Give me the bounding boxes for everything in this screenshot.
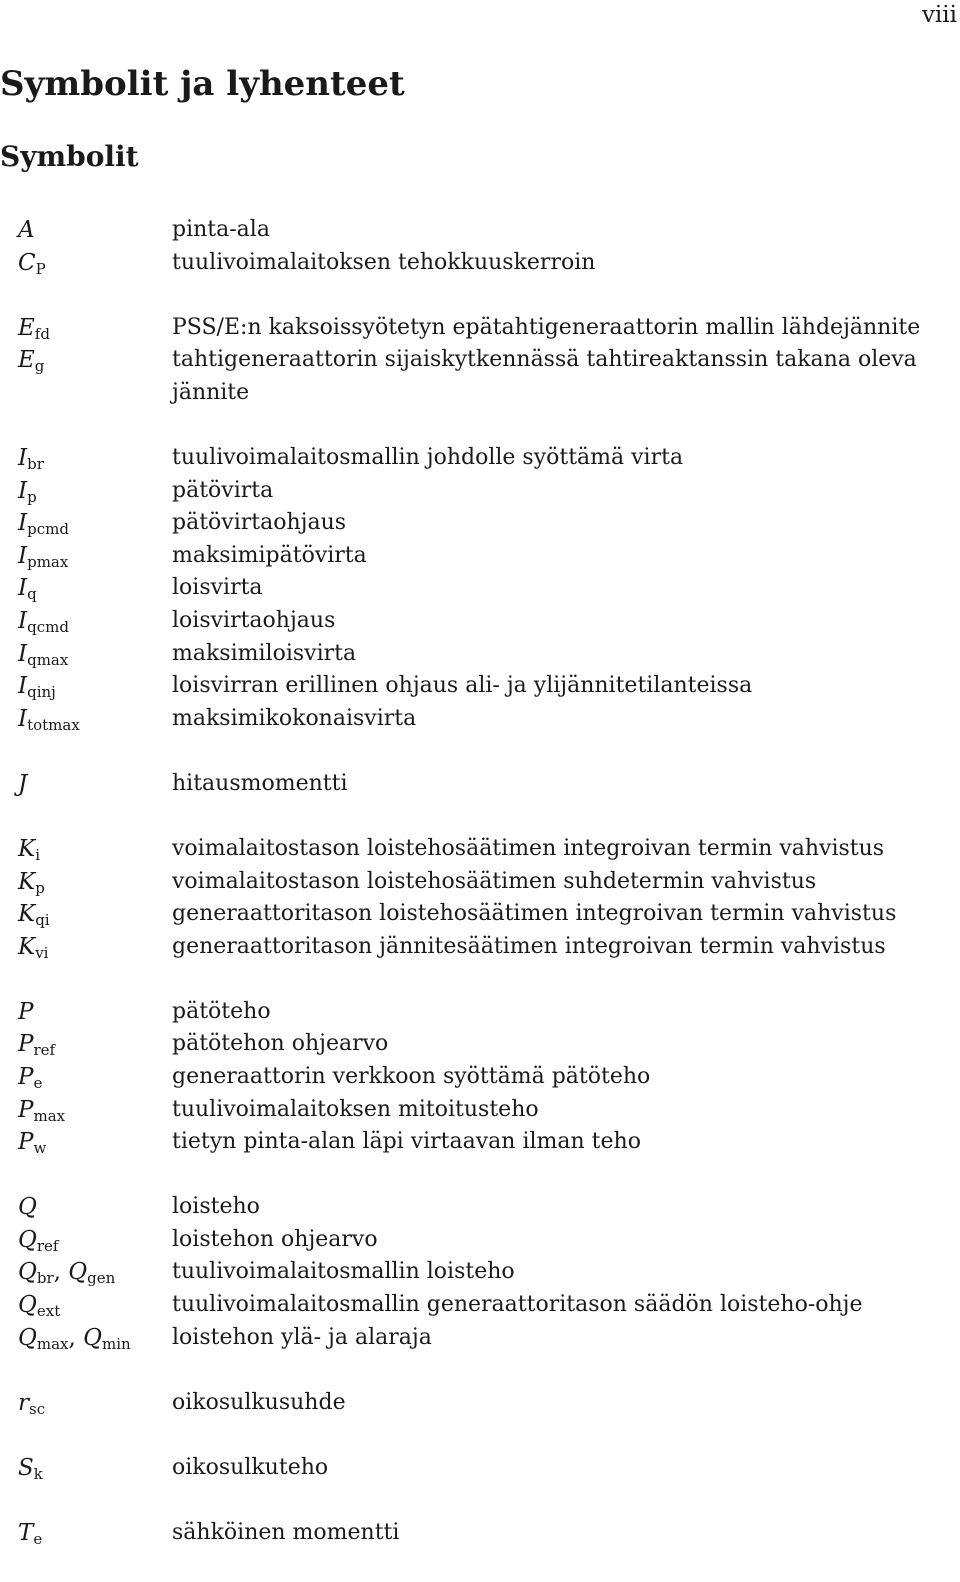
symbol-description: tuulivoimalaitosmallin johdolle syöttämä virta <box>172 444 684 470</box>
page-number: viii <box>921 2 957 28</box>
symbol-subscript: fd <box>34 324 50 343</box>
symbol-subscript: P <box>35 259 46 278</box>
symbol-subscript: max <box>36 1334 69 1353</box>
symbol-name <box>0 833 172 866</box>
symbol-entry <box>0 1387 960 1420</box>
symbol-description: pätövirtaohjaus <box>172 510 347 536</box>
symbol-entry <box>0 312 960 345</box>
symbol-entry <box>0 1289 960 1322</box>
symbol-name: $Q_{max}$, $Q_{min}$ <box>18 1324 131 1353</box>
symbol-description: pinta-ala <box>172 217 270 242</box>
symbol-group <box>0 312 960 410</box>
symbol-name <box>0 638 172 671</box>
symbol-entry <box>0 1517 960 1550</box>
symbol-name <box>0 540 172 573</box>
symbol-subscript: vi <box>35 943 49 962</box>
symbol-name <box>0 1224 172 1257</box>
symbol-base: J <box>18 770 28 797</box>
symbol-name <box>0 1191 172 1224</box>
symbol-name <box>0 931 172 964</box>
symbol-subscript: k <box>33 1464 43 1483</box>
symbol-subscript: p <box>35 878 45 897</box>
symbol-entry <box>0 1256 960 1289</box>
symbol-description: tuulivoimalaitosmallin loisteho <box>172 1259 515 1285</box>
symbol-name <box>0 605 172 638</box>
symbol-subscript: qmax <box>27 650 69 669</box>
symbol-subscript: q <box>27 585 37 604</box>
symbol-name <box>0 1517 172 1550</box>
symbol-group <box>0 1452 960 1485</box>
symbol-subscript: ref <box>36 1236 59 1255</box>
symbol-base: Q <box>18 1324 37 1351</box>
symbol-entry <box>0 703 960 736</box>
symbol-name <box>0 377 172 410</box>
symbol-description: tahtigeneraattorin sijaiskytkennässä tahtireaktanssin takana oleva <box>172 347 917 373</box>
symbol-entry <box>0 605 960 638</box>
symbol-description: tuulivoimalaitosmallin generaattoritason säädön loisteho-ohje <box>172 1292 863 1318</box>
symbol-group <box>0 1191 960 1354</box>
symbol-base: Q <box>83 1324 102 1351</box>
symbol-entry <box>0 214 960 247</box>
symbol-subscript: gen <box>87 1269 116 1288</box>
symbol-name <box>0 1028 172 1061</box>
symbol-description: voimalaitostason loistehosäätimen suhdetermin vahvistus <box>172 868 817 894</box>
symbol-subscript: pmax <box>27 552 69 571</box>
symbol-entry <box>0 898 960 931</box>
symbol-name <box>0 442 172 475</box>
symbol-group <box>0 1387 960 1420</box>
symbol-base: K <box>18 835 36 862</box>
symbol-group <box>0 833 960 963</box>
symbol-entry <box>0 475 960 508</box>
symbol-entry <box>0 1452 960 1485</box>
symbol-description: generaattoritason loistehosäätimen integroivan termin vahvistus <box>172 901 897 927</box>
symbol-name <box>0 214 172 247</box>
symbol-base: I <box>18 444 28 471</box>
symbol-subscript: g <box>34 357 45 376</box>
symbol-name <box>0 1126 172 1159</box>
symbol-name <box>0 996 172 1029</box>
symbol-base: Q <box>68 1259 88 1286</box>
symbol-name <box>0 475 172 508</box>
symbol-name <box>0 247 172 280</box>
section-title: Symbolit <box>0 140 139 173</box>
symbol-description: generaattorin verkkoon syöttämä pätöteho <box>172 1063 651 1089</box>
symbol-description: generaattoritason jännitesäätimen integroivan termin vahvistus <box>172 933 886 959</box>
symbol-base: I <box>18 575 28 602</box>
symbol-subscript: e <box>33 1073 43 1092</box>
symbol-base: I <box>18 673 28 700</box>
symbol-base: Q <box>18 1194 37 1221</box>
symbol-base: r <box>18 1389 29 1416</box>
symbol-description: loistehon ylä- ja alaraja <box>172 1324 432 1350</box>
symbol-entry <box>0 1094 960 1127</box>
symbol-entry <box>0 1322 960 1355</box>
symbol-entry <box>0 670 960 703</box>
symbol-name <box>0 1094 172 1127</box>
symbol-base: K <box>18 901 36 928</box>
symbol-description: oikosulkusuhde <box>172 1389 346 1415</box>
symbol-subscript: p <box>27 487 37 506</box>
symbol-base: P <box>18 1063 34 1090</box>
symbol-entry <box>0 247 960 280</box>
symbol-base: T <box>18 1519 34 1546</box>
symbol-base: K <box>18 933 36 960</box>
symbol-subscript: pcmd <box>27 520 69 539</box>
symbol-base: I <box>18 640 28 667</box>
symbol-base: A <box>18 217 35 243</box>
symbol-base: Q <box>18 1292 37 1319</box>
symbol-subscript: max <box>33 1106 66 1125</box>
symbol-base: Q <box>18 1226 37 1253</box>
symbol-subscript: totmax <box>27 715 80 734</box>
symbol-entry <box>0 1224 960 1257</box>
symbol-entry <box>0 442 960 475</box>
symbol-description: pätöteho <box>172 998 271 1024</box>
symbol-name <box>0 1452 172 1485</box>
symbol-description: pätötehon ohjearvo <box>172 1031 389 1057</box>
symbol-description: maksimikokonaisvirta <box>172 705 417 731</box>
symbol-description: loisvirran erillinen ohjaus ali- ja ylijännitetilanteissa <box>172 673 753 699</box>
symbol-name <box>0 898 172 931</box>
symbol-entry <box>0 833 960 866</box>
symbol-name <box>0 507 172 540</box>
symbol-name <box>0 344 172 377</box>
symbol-name <box>0 768 172 801</box>
symbol-description: tuulivoimalaitoksen tehokkuuskerroin <box>172 249 596 275</box>
symbol-entry <box>0 377 960 410</box>
symbol-group <box>0 768 960 801</box>
symbol-name <box>0 1289 172 1322</box>
symbol-subscript: ref <box>33 1041 56 1060</box>
symbol-base: Q <box>18 1259 37 1286</box>
symbol-subscript: br <box>36 1269 54 1288</box>
symbol-description: sähköinen momentti <box>172 1519 400 1545</box>
symbol-entry <box>0 768 960 801</box>
symbol-name: $Q_{br}$, $Q_{gen}$ <box>18 1259 116 1288</box>
symbol-base: P <box>18 1096 34 1123</box>
symbol-name <box>0 1061 172 1094</box>
symbol-base: P <box>18 1129 34 1156</box>
symbol-name <box>0 670 172 703</box>
symbol-description: jännite <box>172 379 250 405</box>
symbol-description: maksimiloisvirta <box>172 640 357 666</box>
symbol-entry <box>0 1061 960 1094</box>
symbol-entry <box>0 540 960 573</box>
symbol-description: oikosulkuteho <box>172 1454 329 1480</box>
symbol-entry <box>0 507 960 540</box>
symbol-base: E <box>18 347 35 374</box>
symbol-entry <box>0 866 960 899</box>
symbol-base: E <box>18 314 35 341</box>
symbol-entry <box>0 931 960 964</box>
symbol-base: P <box>18 1031 34 1058</box>
symbol-description: maksimipätövirta <box>172 542 367 568</box>
symbol-group <box>0 442 960 735</box>
symbol-entry <box>0 344 960 377</box>
symbol-subscript: qi <box>35 911 50 930</box>
symbol-description: loisteho <box>172 1194 260 1220</box>
symbol-name <box>0 572 172 605</box>
symbol-entry <box>0 1126 960 1159</box>
symbol-entry <box>0 638 960 671</box>
symbol-base: K <box>18 868 36 895</box>
symbol-description: hitausmomentti <box>172 770 348 796</box>
symbol-entry <box>0 996 960 1029</box>
symbol-subscript: br <box>27 454 44 473</box>
symbol-entry <box>0 1191 960 1224</box>
symbol-subscript: i <box>35 845 40 864</box>
symbol-entry <box>0 572 960 605</box>
symbol-subscript: qinj <box>27 683 56 702</box>
symbol-description: pätövirta <box>172 477 274 503</box>
symbol-name <box>0 703 172 736</box>
symbol-entry <box>0 1028 960 1061</box>
symbol-description: loisvirta <box>172 575 263 601</box>
symbol-description: tietyn pinta-alan läpi virtaavan ilman teho <box>172 1129 641 1155</box>
symbol-description: loisvirtaohjaus <box>172 607 336 633</box>
symbol-base: I <box>18 477 28 504</box>
symbol-subscript: ext <box>36 1302 61 1321</box>
symbol-group <box>0 996 960 1159</box>
symbol-subscript: w <box>33 1139 47 1158</box>
symbol-subscript: sc <box>29 1399 46 1418</box>
symbol-description: tuulivoimalaitoksen mitoitusteho <box>172 1096 539 1122</box>
symbol-name <box>0 1387 172 1420</box>
symbol-base: I <box>18 607 28 634</box>
symbol-subscript: qcmd <box>27 617 69 636</box>
symbol-base: I <box>18 510 28 537</box>
symbol-group <box>0 1517 960 1550</box>
symbol-name <box>0 312 172 345</box>
symbol-base: S <box>18 1454 34 1481</box>
symbol-group <box>0 214 960 279</box>
symbol-subscript: min <box>101 1334 131 1353</box>
symbol-base: I <box>18 542 28 569</box>
symbol-base: C <box>18 249 36 276</box>
symbol-base: I <box>18 705 28 732</box>
symbol-description: loistehon ohjearvo <box>172 1226 378 1252</box>
symbol-description: PSS/E:n kaksoissyötetyn epätahtigeneraattorin mallin lähdejännite <box>172 314 921 340</box>
symbol-base: P <box>18 998 34 1025</box>
symbol-list <box>0 214 960 1582</box>
chapter-title: Symbolit ja lyhenteet <box>0 64 405 104</box>
symbol-subscript: e <box>33 1529 43 1548</box>
symbol-description: voimalaitostason loistehosäätimen integroivan termin vahvistus <box>172 835 885 861</box>
symbol-name <box>0 866 172 899</box>
